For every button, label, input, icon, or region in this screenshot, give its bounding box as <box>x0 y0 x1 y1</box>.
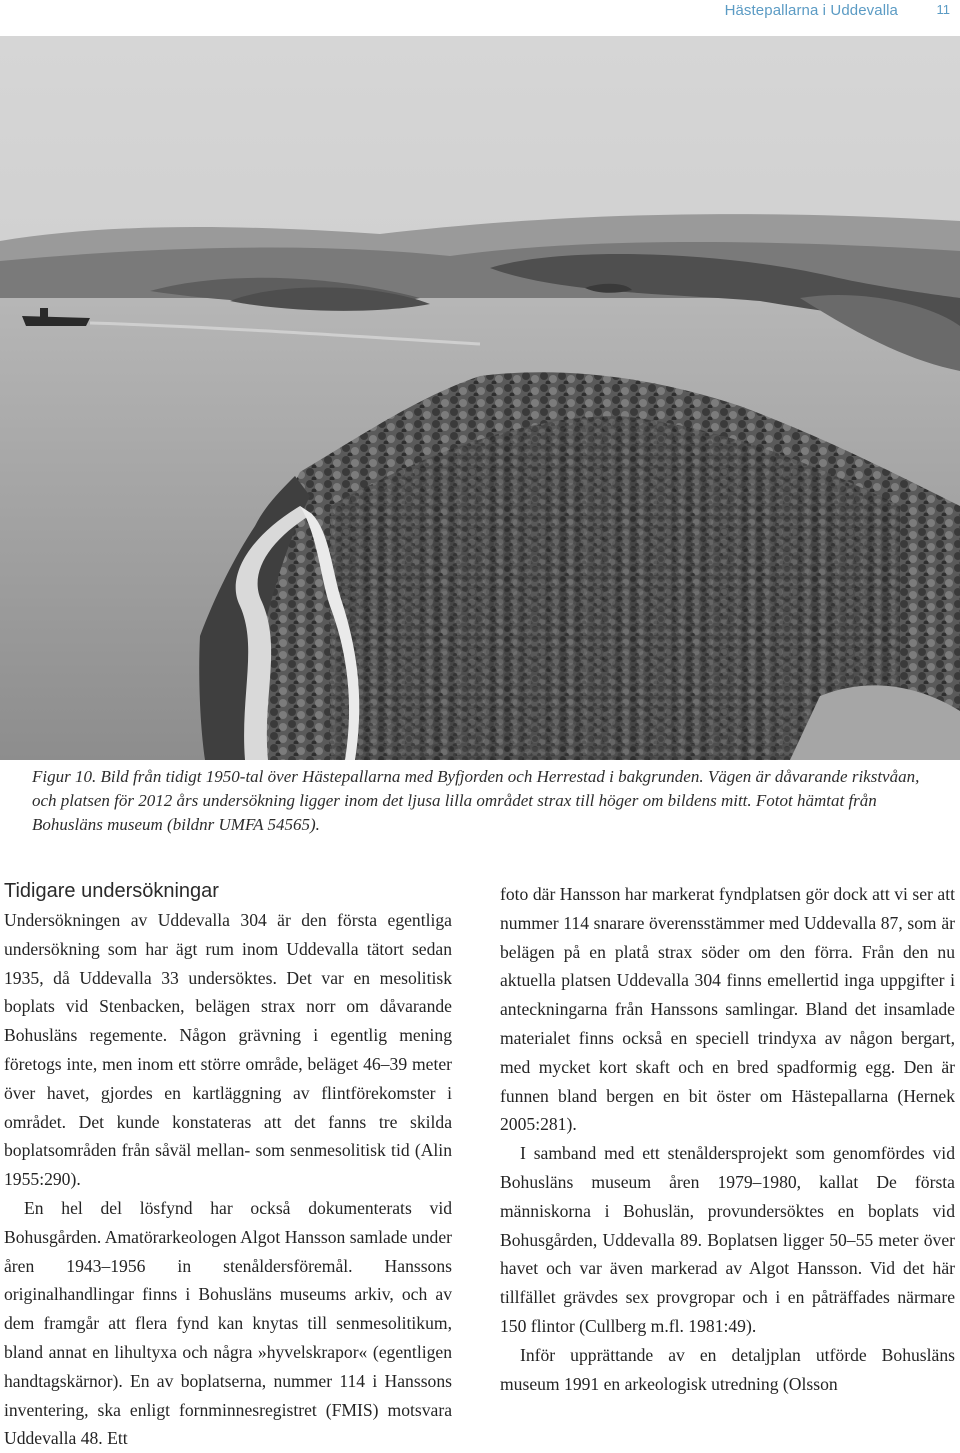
right-column <box>500 880 955 1398</box>
left-column <box>0 878 452 1453</box>
figure-caption: Figur 10. Bild från tidigt 1950-tal över Hästepallarna med Byfjorden och Herrestad i bakgrunden. Vägen är dåvarande rikstvåan, och platsen för 2012 års undersökning ligger inom det ljusa lilla området strax till höger om bildens mitt. Fotot hämtat från Bohusläns museum (bildnr UMFA 54565). <box>32 767 920 834</box>
landscape-photo <box>0 36 960 760</box>
running-head <box>0 0 960 24</box>
right-paragraph-3: Inför upprättande av en detaljplan utförde Bohusläns museum 1991 en arkeologisk utredning (Olsson <box>500 1344 955 1394</box>
section-heading: Tidigare undersökningar <box>4 880 219 902</box>
page-number: 11 <box>936 2 950 17</box>
running-head-title: Hästepallarna i Uddevalla <box>724 2 898 19</box>
right-paragraph-1: foto där Hansson har markerat fyndplatsen gör dock att vi ser att nummer 114 snarare överensstämmer med Uddevalla 87, som är belägen på en platå strax söder om den förra. Från den nu aktuella platsen Uddevalla 304 finns emellertid inga uppgifter i anteckningarna från Hanssons samlingar. Bland det insamlade materialet finns också en speciell trindyxa av någon bergart, med mycket kort skaft och en bred spadformig egg. Den är funnen bland bergen en bit öster om Hästepallarna (Hernek 2005:281). <box>500 884 955 1135</box>
left-paragraph-1: Undersökningen av Uddevalla 304 är den första egentliga undersökning som har ägt rum inom Uddevalla tätort sedan 1935, då Uddevalla 33 undersöktes. Det var en mesolitisk boplats vid Stenbacken, belägen strax norr om dåvarande Bohusläns regemente. Någon grävning i egentlig mening företogs inte, men inom ett större område, beläget 46–39 meter över havet, gjordes en kartläggning av flintförekomster i området. Det kunde konstateras att det fanns tre skilda boplatsområden från såväl mellan- som senmesolitisk tid (Alin 1955:290). <box>4 910 452 1190</box>
left-paragraph-2: En hel del lösfynd har också dokumenterats vid Bohusgården. Amatörarkeologen Algot Hansson samlade under åren 1943–1956 in stenåldersföremål. Hanssons originalhandlingar finns i Bohusläns museums arkiv, och av dem framgår att flera fynd kan knytas till senmesolitikum, bland annat en lihultyxa och några »hyvelskrapor« (egentligen handtagskärnor). En av boplatserna, nummer 114 i Hanssons inventering, ska enligt fornminnesregistret (FMIS) motsvara Uddevalla 48. Ett <box>4 1197 452 1449</box>
right-paragraph-2: I samband med ett stenåldersprojekt som genomfördes vid Bohusläns museum åren 1979–1980, kallat De första människorna i Bohuslän, provundersöktes en boplats vid Bohusgården, Uddevalla 89. Boplatsen ligger 50–55 meter över havet och var även markerad av Algot Hansson. Vid det här tillfället grävdes sex provgropar och i en påträffades närmare 150 flintor (Cullberg m.fl. 1981:49). <box>500 1143 955 1336</box>
